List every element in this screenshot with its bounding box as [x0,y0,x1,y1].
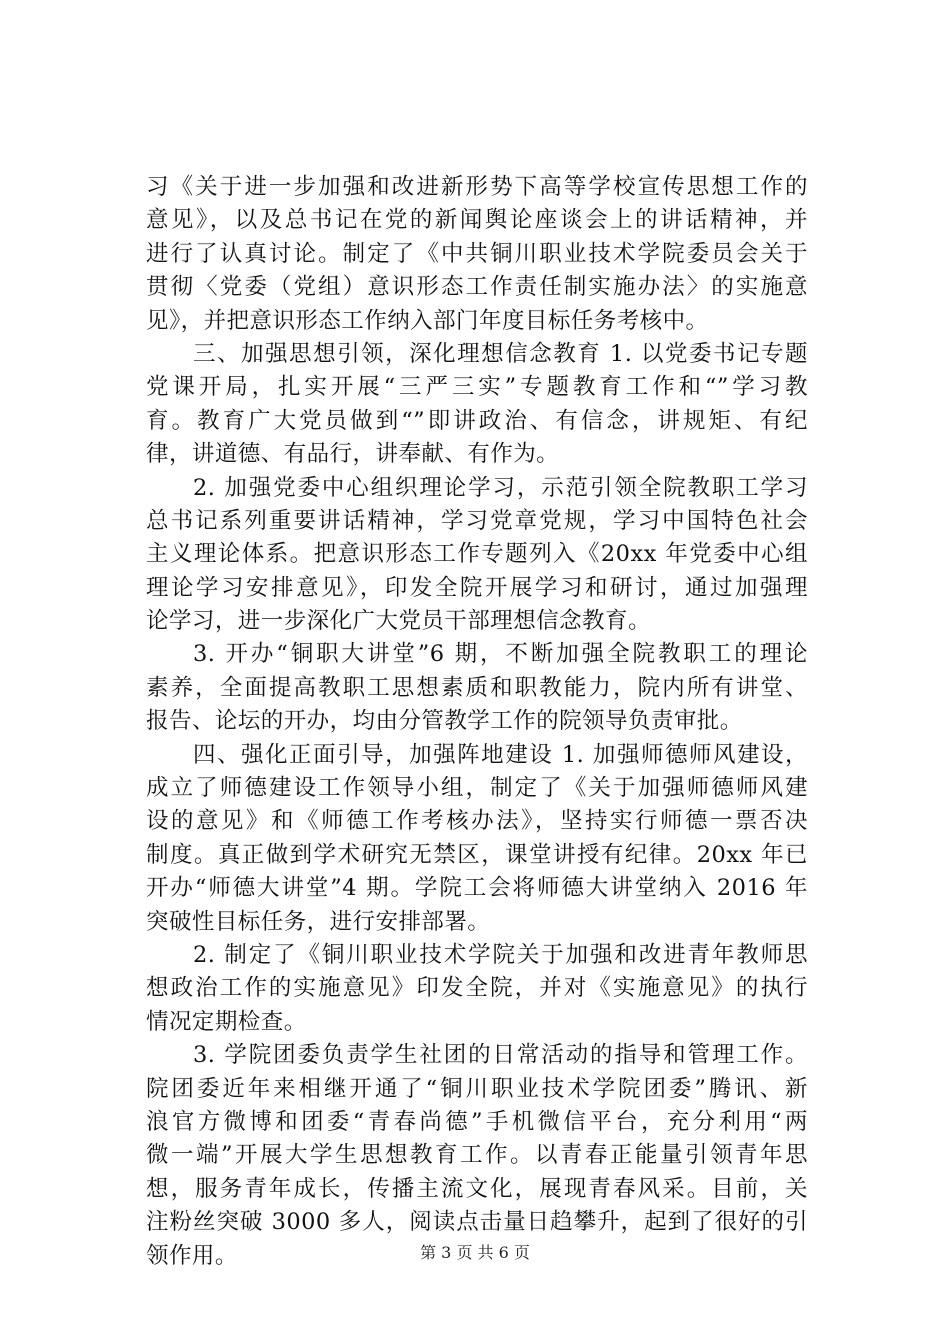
text-line: 成立了师德建设工作领导小组，制定了《关于加强师德师风建 [146,775,808,802]
text-line: 论学习，进一步深化广大党员干部理想信念教育。 [146,608,651,635]
text-line: 律，讲道德、有品行，讲奉献、有作为。 [146,441,560,468]
text-line: 理论学习安排意见》，印发全院开展学习和研讨，通过加强理 [146,574,808,601]
text-line: 四、强化正面引导，加强阵地建设 1. 加强师德师风建设， [193,741,808,768]
text-line: 情况定期检查。 [146,1008,307,1035]
document-body [146,171,808,1273]
text-line: 2. 加强党委中心组织理论学习，示范引领全院教职工学习 [193,474,808,501]
text-line: 素养，全面提高教职工思想素质和职教能力，院内所有讲堂、 [146,674,808,701]
text-line: 报告、论坛的开办，均由分管教学工作的院领导负责审批。 [146,708,743,735]
text-line: 主义理论体系。把意识形态工作专题列入《20xx 年党委中心组 [146,541,808,568]
text-line: 习《关于进一步加强和改进新形势下高等学校宣传思想工作的 [146,174,808,200]
text-line: 见》，并把意识形态工作纳入部门年度目标任务考核中。 [146,307,709,334]
text-line: 设的意见》和《师德工作考核办法》，坚持实行师德一票否决 [146,808,808,835]
page-footer: 第 3 页 共 6 页 [420,1243,530,1262]
text-line: 领作用。 [146,1242,238,1269]
text-line: 贯彻〈党委（党组）意识形态工作责任制实施办法〉的实施意 [146,274,808,301]
text-line: 制度。真正做到学术研究无禁区，课堂讲授有纪律。20xx 年已 [146,841,808,868]
text-line: 院团委近年来相继开通了“铜川职业技术学院团委”腾讯、新 [146,1075,808,1102]
text-line: 3. 学院团委负责学生社团的日常活动的指导和管理工作。 [193,1042,808,1069]
text-line: 总书记系列重要讲话精神，学习党章党规，学习中国特色社会 [146,507,808,534]
text-line: 意见》，以及总书记在党的新闻舆论座谈会上的讲话精神，并 [146,207,808,234]
text-line: 想，服务青年成长，传播主流文化，展现青春风采。目前，关 [146,1175,808,1202]
text-line: 注粉丝突破 3000 多人，阅读点击量日趋攀升，起到了很好的引 [146,1209,808,1236]
text-line: 突破性目标任务，进行安排部署。 [146,908,491,935]
text-line: 浪官方微博和团委“青春尚德”手机微信平台，充分利用“两 [146,1108,808,1135]
text-line: 2. 制定了《铜川职业技术学院关于加强和改进青年教师思 [193,941,808,968]
text-line: 想政治工作的实施意见》印发全院，并对《实施意见》的执行 [146,975,808,1002]
text-line: 开办“师德大讲堂”4 期。学院工会将师德大讲堂纳入 2016 年 [146,875,808,902]
text-line: 进行了认真讨论。制定了《中共铜川职业技术学院委员会关于 [146,240,808,267]
text-line: 育。教育广大党员做到“”即讲政治、有信念，讲规矩、有纪 [146,407,808,434]
text-line: 党课开局，扎实开展“三严三实”专题教育工作和“”学习教 [146,374,808,401]
text-line: 3. 开办“铜职大讲堂”6 期，不断加强全院教职工的理论 [193,641,808,668]
text-line: 微一端”开展大学生思想教育工作。以青春正能量引领青年思 [146,1142,808,1169]
text-line: 三、加强思想引领，深化理想信念教育 1. 以党委书记专题 [193,340,808,367]
